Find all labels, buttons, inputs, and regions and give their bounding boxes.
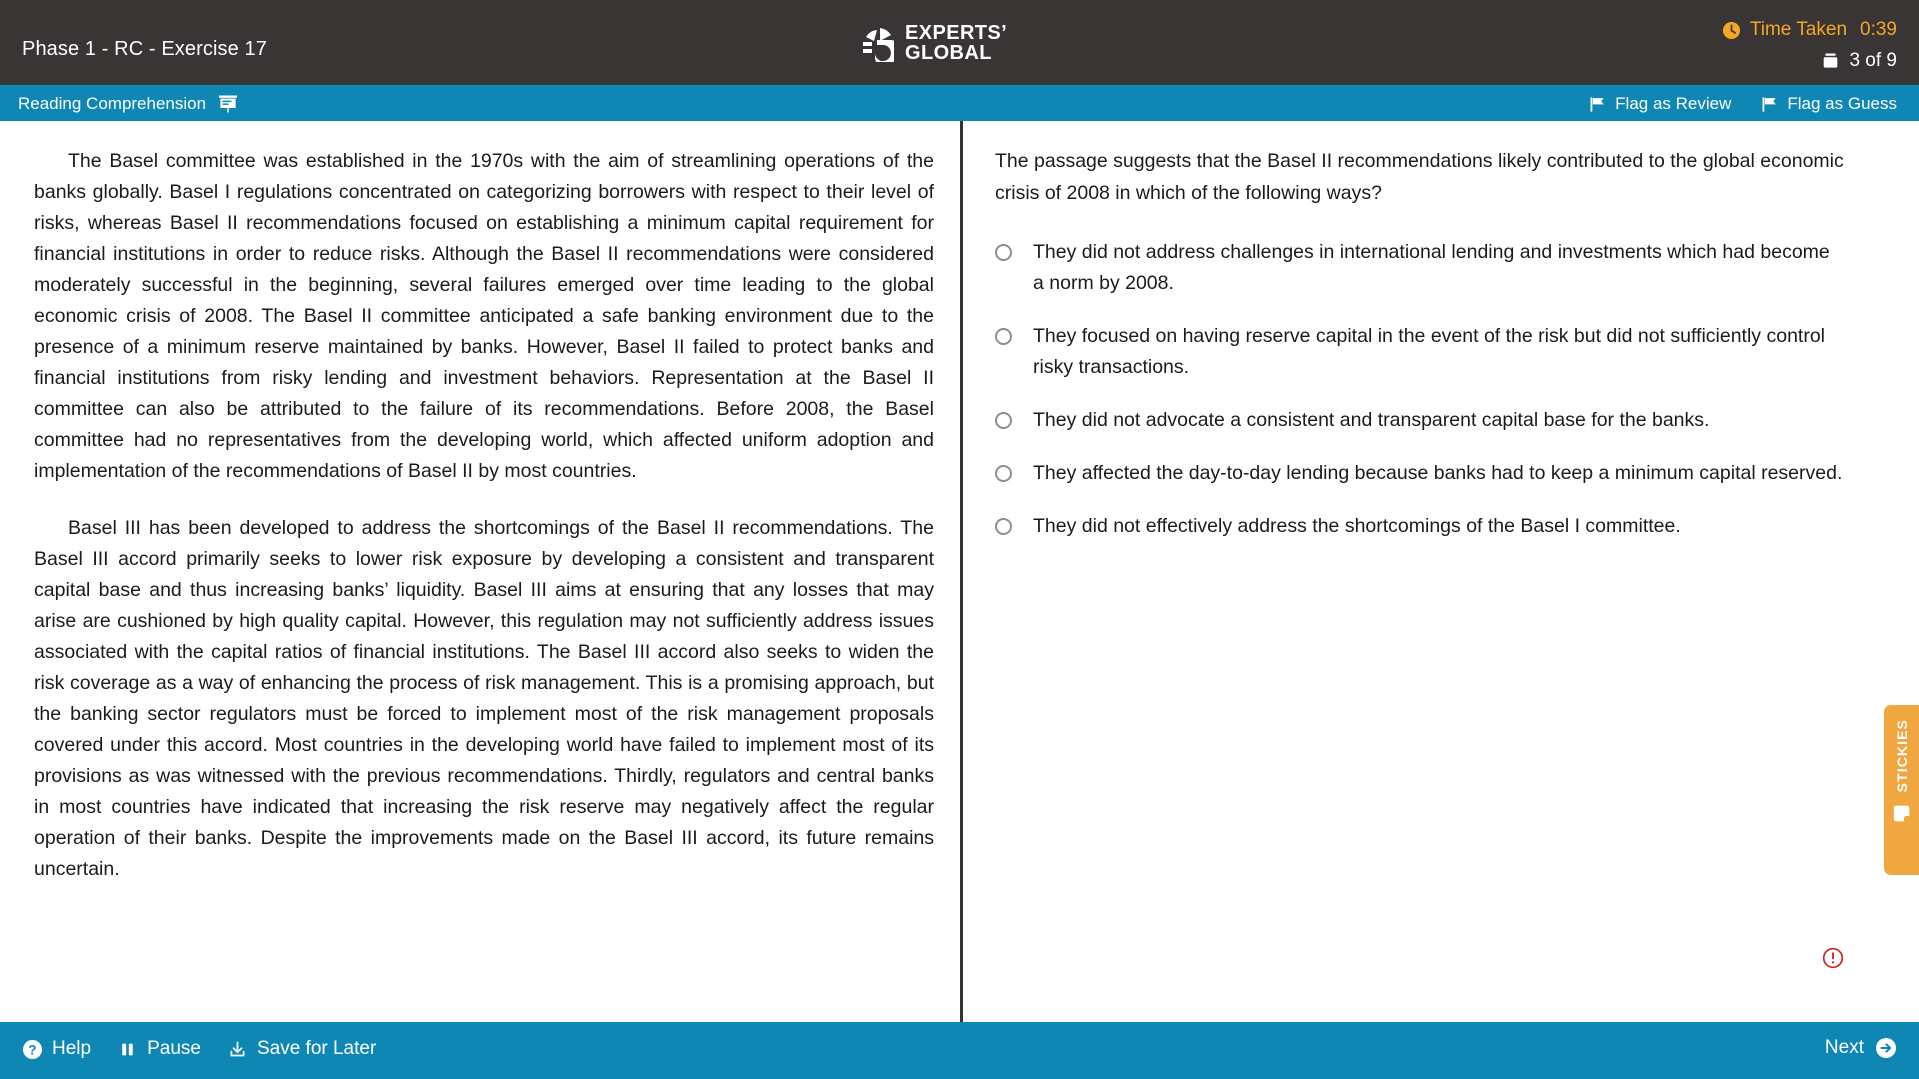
section-title-text: Reading Comprehension [18, 94, 207, 113]
timer-value: 0:39 [1860, 19, 1897, 40]
panel-divider [960, 121, 963, 1022]
flag-actions [1589, 94, 1897, 114]
svg-text:?: ? [28, 1041, 37, 1057]
flag-as-guess-label: Flag as Guess [1787, 94, 1897, 113]
pause-label: Pause [147, 1038, 201, 1059]
radio-button[interactable] [995, 465, 1012, 482]
sticky-note-icon [1891, 803, 1912, 824]
question-prompt: The passage suggests that the Basel II recommendations likely contributed to the global economic crisis of 2008 in which of the following ways? [995, 150, 1844, 204]
brand-logo [860, 24, 1007, 64]
flag-as-review-label: Flag as Review [1615, 94, 1732, 113]
top-bar [0, 0, 1919, 85]
question-progress-text: 3 of 9 [1849, 50, 1897, 71]
help-button[interactable] [22, 1038, 91, 1060]
pause-icon [117, 1039, 138, 1060]
warning-circle-icon[interactable] [1822, 947, 1844, 969]
stickies-label: STICKIES [1893, 719, 1910, 793]
timer [1722, 19, 1897, 41]
next-button[interactable] [1825, 1037, 1897, 1059]
question-progress [1822, 50, 1897, 72]
radio-button[interactable] [995, 518, 1012, 535]
next-label: Next [1824, 1037, 1864, 1058]
help-label: Help [52, 1038, 92, 1059]
question-circle-icon [22, 1039, 43, 1060]
save-for-later-label: Save for Later [256, 1038, 377, 1059]
radio-button[interactable] [995, 328, 1012, 345]
clock-icon [1722, 21, 1741, 40]
answer-option[interactable] [995, 458, 1865, 489]
flag-as-guess-button[interactable] [1761, 94, 1897, 114]
section-title [18, 94, 238, 114]
brand-line-2: GLOBAL [905, 41, 992, 64]
passage-paragraph: Basel III has been developed to address the shortcomings of the Basel II recommendations. The Basel III accord primarily seeks to lower risk exposure by developing a consistent and transparent capital base and thus increasing banks’ liquidity. Basel III aims at ensuring that any losses that may arise are cushioned by high quality capital. However, this regulation may not sufficiently address issues associated with the capital ratios of financial institutions. The Basel III accord also seeks to widen the risk coverage as a way of enhancing the process of risk management. This is a promising approach, but the banking sector regulators must be forced to implement most of the risk management proposals covered under this accord. Most countries in the developing world have failed to implement most of its provisions as was witnessed with the previous recommendations. Thirdly, regulators and central banks in most countries have indicated that increasing the risk reserve may negatively affect the regular operation of their banks. Despite the improvements made on the Basel III accord, its future remains uncertain. [34, 517, 934, 880]
arrow-right-circle-icon [1875, 1037, 1897, 1059]
radio-button[interactable] [995, 412, 1012, 429]
passage-panel [34, 146, 934, 911]
flag-as-review-button[interactable] [1589, 94, 1731, 114]
stack-icon [1822, 52, 1839, 70]
radio-button[interactable] [995, 244, 1012, 261]
bottom-bar [0, 1022, 1919, 1079]
answer-option-label: They did not address challenges in international lending and investments which had become a norm by 2008. [1033, 241, 1830, 294]
passage-paragraph: The Basel committee was established in the 1970s with the aim of streamlining operations of the banks globally. Basel I regulations concentrated on categorizing borrowers with respect to their level of risks, whereas Basel II recommendations focused on establishing a minimum capital requirement for financial institutions in order to reduce risks. Although the Basel II recommendations were considered moderately successful in the beginning, several failures emerged over time leading to the global economic crisis of 2008. The Basel II committee anticipated a safe banking environment due to the presence of a minimum reserve maintained by banks. However, Basel II failed to protect banks and financial institutions from risky lending and investment behaviors. Representation at the Basel II committee can also be attributed to the failure of its recommendations. Before 2008, the Basel committee had no representatives from the developing world, which affected uniform adoption and implementation of the recommendations of Basel II by most countries. [34, 150, 934, 482]
flag-icon [1589, 96, 1606, 113]
section-bar [0, 85, 1919, 121]
answer-option[interactable] [995, 321, 1865, 383]
save-for-later-button[interactable] [227, 1038, 376, 1060]
page-title: Phase 1 - RC - Exercise 17 [22, 38, 267, 60]
bottom-actions [22, 1038, 376, 1060]
experts-global-mark-icon [860, 26, 894, 62]
stickies-tab[interactable] [1884, 705, 1919, 875]
answer-option[interactable] [995, 405, 1865, 436]
answer-options [995, 237, 1865, 542]
answer-option-label: They did not advocate a consistent and transparent capital base for the banks. [1033, 409, 1710, 431]
question-panel [995, 145, 1865, 564]
download-icon [227, 1039, 248, 1060]
answer-option-label: They did not effectively address the shortcomings of the Basel I committee. [1033, 515, 1681, 537]
answer-option[interactable] [995, 511, 1865, 542]
flag-icon [1761, 96, 1778, 113]
answer-option-label: They affected the day-to-day lending because banks had to keep a minimum capital reserved. [1033, 462, 1843, 484]
content-area [0, 121, 1919, 1022]
brand-line-1: EXPERTS’ [905, 22, 1008, 44]
brand-logo-text [905, 24, 1007, 64]
answer-option-label: They focused on having reserve capital in the event of the risk but did not sufficiently control risky transactions. [1033, 325, 1826, 378]
whiteboard-icon[interactable] [218, 94, 238, 114]
pause-button[interactable] [117, 1038, 201, 1060]
timer-label: Time Taken [1749, 19, 1848, 40]
answer-option[interactable] [995, 237, 1865, 299]
